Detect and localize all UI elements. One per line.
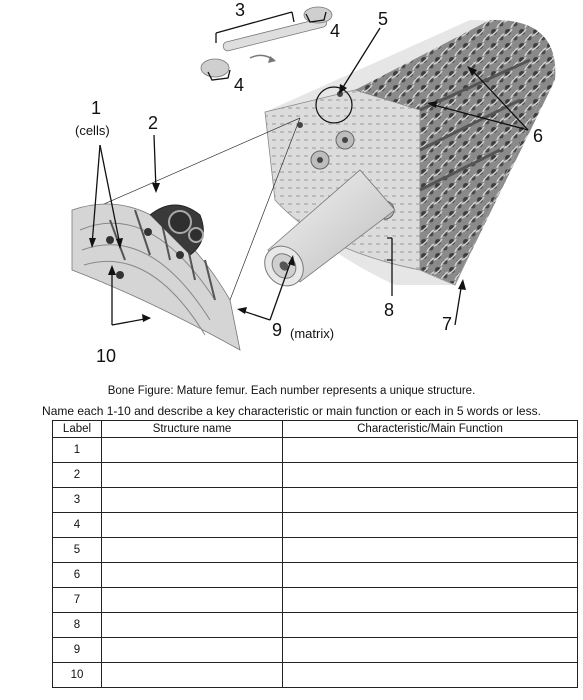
label-3: 3 [235, 0, 246, 20]
header-structure-name: Structure name [102, 421, 283, 438]
label-9: 9 [272, 320, 283, 340]
table-row [53, 538, 578, 563]
function-cell[interactable] [283, 438, 578, 463]
row-label: 4 [53, 513, 102, 538]
table-row [53, 488, 578, 513]
structure-name-cell[interactable] [102, 638, 283, 663]
label-7: 7 [442, 314, 453, 334]
label-1: 1 [91, 98, 102, 118]
label-4-top: 4 [330, 21, 341, 41]
function-cell[interactable] [283, 613, 578, 638]
label-1-sub: (cells) [75, 123, 110, 138]
row-label: 7 [53, 588, 102, 613]
function-cell[interactable] [283, 513, 578, 538]
header-function: Characteristic/Main Function [283, 421, 578, 438]
row-label: 6 [53, 563, 102, 588]
table-row [53, 663, 578, 688]
femur-icon [201, 7, 332, 77]
row-label: 10 [53, 663, 102, 688]
structure-name-cell[interactable] [102, 563, 283, 588]
table-row [53, 638, 578, 663]
function-cell[interactable] [283, 638, 578, 663]
table-row [53, 588, 578, 613]
function-cell[interactable] [283, 463, 578, 488]
structure-name-cell[interactable] [102, 438, 283, 463]
row-label: 1 [53, 438, 102, 463]
function-cell[interactable] [283, 488, 578, 513]
structure-name-cell[interactable] [102, 488, 283, 513]
function-cell[interactable] [283, 588, 578, 613]
table-row [53, 463, 578, 488]
row-label: 8 [53, 613, 102, 638]
table-row [53, 513, 578, 538]
label-4-bottom: 4 [234, 75, 245, 95]
header-label: Label [53, 421, 102, 438]
label-6: 6 [533, 126, 544, 146]
row-label: 5 [53, 538, 102, 563]
function-cell[interactable] [283, 663, 578, 688]
function-cell[interactable] [283, 563, 578, 588]
structure-name-cell[interactable] [102, 613, 283, 638]
structure-name-cell[interactable] [102, 513, 283, 538]
row-label: 3 [53, 488, 102, 513]
label-10: 10 [96, 346, 117, 366]
instructions: Name each 1-10 and describe a key characteristic or main function or each in 5 words or less. [42, 404, 541, 418]
structure-name-cell[interactable] [102, 538, 283, 563]
table-row [53, 563, 578, 588]
function-cell[interactable] [283, 538, 578, 563]
label-2: 2 [148, 113, 159, 133]
label-5: 5 [378, 9, 389, 29]
table-row [53, 613, 578, 638]
structure-name-cell[interactable] [102, 463, 283, 488]
label-9-sub: (matrix) [290, 326, 335, 341]
label-8: 8 [384, 300, 395, 320]
figure-caption: Bone Figure: Mature femur. Each number represents a unique structure. [107, 385, 476, 397]
osteon-blowup [72, 204, 240, 350]
structure-name-cell[interactable] [102, 663, 283, 688]
row-label: 9 [53, 638, 102, 663]
table-row [53, 438, 578, 463]
answer-table [52, 420, 578, 688]
structure-name-cell[interactable] [102, 588, 283, 613]
row-label: 2 [53, 463, 102, 488]
table-header-row [53, 421, 578, 438]
